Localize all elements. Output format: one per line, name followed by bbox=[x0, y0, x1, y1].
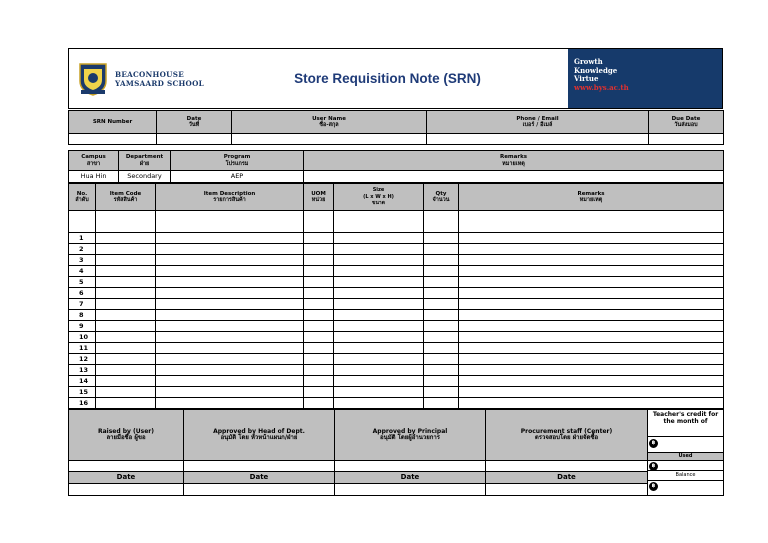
cell[interactable] bbox=[156, 288, 304, 299]
cell[interactable] bbox=[334, 277, 424, 288]
cell[interactable] bbox=[96, 255, 156, 266]
cell[interactable] bbox=[334, 255, 424, 266]
motto-virtue: Virtue bbox=[574, 74, 599, 83]
cell[interactable] bbox=[334, 343, 424, 354]
cell[interactable] bbox=[304, 365, 334, 376]
cell[interactable] bbox=[96, 288, 156, 299]
cell[interactable] bbox=[96, 387, 156, 398]
cell[interactable] bbox=[459, 365, 724, 376]
cell[interactable] bbox=[304, 387, 334, 398]
cell[interactable] bbox=[459, 277, 724, 288]
teacher-credit-box bbox=[648, 410, 724, 496]
cell[interactable] bbox=[459, 244, 724, 255]
remarks-field[interactable] bbox=[304, 171, 724, 183]
date-field[interactable] bbox=[335, 484, 486, 496]
cell[interactable] bbox=[424, 299, 459, 310]
user-name-label: User Name ชื่อ-สกุล bbox=[232, 111, 427, 134]
due-date-label: Due Date วันส่งมอบ bbox=[649, 111, 724, 134]
cell[interactable] bbox=[424, 211, 459, 233]
date-label: Date bbox=[69, 472, 184, 484]
cell[interactable] bbox=[334, 354, 424, 365]
cell[interactable] bbox=[459, 376, 724, 387]
date-label: Date bbox=[335, 472, 486, 484]
cell[interactable] bbox=[459, 332, 724, 343]
cell[interactable] bbox=[459, 299, 724, 310]
cell[interactable] bbox=[459, 288, 724, 299]
table-row bbox=[69, 332, 724, 343]
cell[interactable] bbox=[96, 365, 156, 376]
cell[interactable] bbox=[459, 343, 724, 354]
head-sign[interactable] bbox=[184, 461, 335, 472]
phone-email-label: Phone / Email เบอร์ / อีเมล์ bbox=[427, 111, 649, 134]
cell[interactable] bbox=[304, 310, 334, 321]
baht-icon: ฿ bbox=[649, 439, 658, 448]
school-url: www.bys.ac.th bbox=[574, 82, 629, 92]
user-name-field[interactable] bbox=[232, 134, 427, 145]
cell[interactable] bbox=[156, 310, 304, 321]
cell[interactable] bbox=[304, 233, 334, 244]
date-field[interactable] bbox=[184, 484, 335, 496]
head-approval-label: Approved by Head of Dept. อนุมัติ โดย หัวหน้าแผนก/ฝ่าย bbox=[184, 410, 335, 461]
cell[interactable] bbox=[96, 277, 156, 288]
cell[interactable] bbox=[69, 211, 96, 233]
cell[interactable] bbox=[424, 387, 459, 398]
date-field[interactable] bbox=[69, 484, 184, 496]
cell[interactable] bbox=[156, 365, 304, 376]
balance-label: Balance bbox=[648, 470, 723, 480]
school-name-line1: BEACONHOUSE bbox=[115, 69, 184, 79]
cell[interactable] bbox=[334, 365, 424, 376]
row-number: 10 bbox=[69, 332, 96, 343]
cell[interactable] bbox=[304, 299, 334, 310]
cell[interactable] bbox=[156, 244, 304, 255]
cell[interactable] bbox=[334, 332, 424, 343]
cell[interactable] bbox=[424, 244, 459, 255]
table-row bbox=[69, 266, 724, 277]
program-value[interactable]: AEP bbox=[171, 171, 304, 183]
row-number: 9 bbox=[69, 321, 96, 332]
cell[interactable] bbox=[96, 266, 156, 277]
principal-sign[interactable] bbox=[335, 461, 486, 472]
form-title: Store Requisition Note (SRN) bbox=[294, 71, 481, 86]
cell[interactable] bbox=[334, 299, 424, 310]
cell[interactable] bbox=[304, 376, 334, 387]
cell[interactable] bbox=[424, 310, 459, 321]
cell[interactable] bbox=[304, 255, 334, 266]
table-row bbox=[69, 244, 724, 255]
srn-number-label: SRN Number bbox=[69, 111, 157, 134]
row-number: 16 bbox=[69, 398, 96, 409]
cell[interactable] bbox=[96, 343, 156, 354]
cell[interactable] bbox=[156, 277, 304, 288]
program-label: Program โปรแกรม bbox=[171, 151, 304, 171]
procurement-label: Procurement staff (Center) ตรวจสอบโดย ฝ่ายจัดซื้อ bbox=[486, 410, 648, 461]
table-row bbox=[69, 299, 724, 310]
table-row bbox=[69, 288, 724, 299]
col-item-code: Item Code รหัสสินค้า bbox=[96, 184, 156, 211]
row-number: 1 bbox=[69, 233, 96, 244]
items-table bbox=[68, 183, 724, 409]
cell[interactable] bbox=[334, 310, 424, 321]
date-field[interactable] bbox=[157, 134, 232, 145]
table-row bbox=[69, 211, 724, 233]
used-label: Used bbox=[648, 452, 723, 460]
raised-by-sign[interactable] bbox=[69, 461, 184, 472]
cell[interactable] bbox=[334, 387, 424, 398]
cell[interactable] bbox=[424, 277, 459, 288]
cell[interactable] bbox=[96, 233, 156, 244]
due-date-field[interactable] bbox=[649, 134, 724, 145]
campus-table bbox=[68, 150, 724, 183]
cell[interactable] bbox=[96, 211, 156, 233]
cell[interactable] bbox=[424, 255, 459, 266]
cell[interactable] bbox=[96, 321, 156, 332]
row-number: 11 bbox=[69, 343, 96, 354]
cell[interactable] bbox=[424, 288, 459, 299]
row-number: 13 bbox=[69, 365, 96, 376]
cell[interactable] bbox=[459, 255, 724, 266]
cell[interactable] bbox=[459, 310, 724, 321]
cell[interactable] bbox=[459, 321, 724, 332]
motto-knowledge: Knowledge bbox=[574, 65, 618, 75]
cell[interactable] bbox=[304, 332, 334, 343]
motto-growth: Growth bbox=[574, 57, 603, 66]
department-label: Department ฝ่าย bbox=[119, 151, 171, 171]
cell[interactable] bbox=[96, 332, 156, 343]
cell[interactable] bbox=[304, 321, 334, 332]
form-header bbox=[68, 48, 723, 109]
cell[interactable] bbox=[304, 266, 334, 277]
cell[interactable] bbox=[156, 332, 304, 343]
cell[interactable] bbox=[424, 233, 459, 244]
cell[interactable] bbox=[334, 211, 424, 233]
col-uom: UOM หน่วย bbox=[304, 184, 334, 211]
col-remarks: Remarks หมายเหตุ bbox=[459, 184, 724, 211]
date-label: Date bbox=[486, 472, 648, 484]
col-size: Size (L x W x H) ขนาด bbox=[334, 184, 424, 211]
cell[interactable] bbox=[304, 277, 334, 288]
srn-number-field[interactable] bbox=[69, 134, 157, 145]
cell[interactable] bbox=[156, 398, 304, 409]
row-number: 12 bbox=[69, 354, 96, 365]
baht-icon: ฿ bbox=[649, 482, 658, 491]
cell[interactable] bbox=[156, 354, 304, 365]
cell[interactable] bbox=[459, 266, 724, 277]
row-number: 14 bbox=[69, 376, 96, 387]
cell[interactable] bbox=[424, 354, 459, 365]
cell[interactable] bbox=[424, 343, 459, 354]
cell[interactable] bbox=[334, 266, 424, 277]
school-name-line2: YAMSAARD SCHOOL bbox=[115, 78, 205, 88]
procurement-sign[interactable] bbox=[486, 461, 648, 472]
date-label: Date bbox=[184, 472, 335, 484]
phone-email-field[interactable] bbox=[427, 134, 649, 145]
school-logo bbox=[69, 49, 207, 108]
cell[interactable] bbox=[424, 266, 459, 277]
teacher-credit-label: Teacher's credit for the month of bbox=[652, 411, 719, 425]
cell[interactable] bbox=[304, 288, 334, 299]
table-row bbox=[69, 310, 724, 321]
table-row bbox=[69, 277, 724, 288]
cell[interactable] bbox=[304, 244, 334, 255]
cell[interactable] bbox=[459, 233, 724, 244]
table-row bbox=[69, 233, 724, 244]
row-number: 7 bbox=[69, 299, 96, 310]
cell[interactable] bbox=[156, 376, 304, 387]
cell[interactable] bbox=[156, 266, 304, 277]
table-row bbox=[69, 343, 724, 354]
cell[interactable] bbox=[156, 233, 304, 244]
cell[interactable] bbox=[96, 354, 156, 365]
table-row bbox=[69, 354, 724, 365]
cell[interactable] bbox=[334, 376, 424, 387]
cell[interactable] bbox=[96, 398, 156, 409]
cell[interactable] bbox=[156, 387, 304, 398]
date-label: Date วันที่ bbox=[157, 111, 232, 134]
cell[interactable] bbox=[459, 354, 724, 365]
cell[interactable] bbox=[156, 343, 304, 354]
cell[interactable] bbox=[424, 332, 459, 343]
cell[interactable] bbox=[156, 299, 304, 310]
info-table bbox=[68, 110, 724, 145]
raised-by-label: Raised by (User) ลายมือชื่อ ผู้ขอ bbox=[69, 410, 184, 461]
cell[interactable] bbox=[96, 376, 156, 387]
srn-form bbox=[68, 48, 723, 496]
row-number: 2 bbox=[69, 244, 96, 255]
date-field[interactable] bbox=[486, 484, 648, 496]
cell[interactable] bbox=[424, 321, 459, 332]
cell[interactable] bbox=[334, 244, 424, 255]
signature-table bbox=[68, 409, 724, 496]
cell[interactable] bbox=[459, 387, 724, 398]
cell[interactable] bbox=[156, 211, 304, 233]
cell[interactable] bbox=[156, 255, 304, 266]
col-no: No. ลำดับ bbox=[69, 184, 96, 211]
cell[interactable] bbox=[334, 288, 424, 299]
cell[interactable] bbox=[334, 233, 424, 244]
cell[interactable] bbox=[459, 211, 724, 233]
row-number: 3 bbox=[69, 255, 96, 266]
department-value[interactable]: Secondary bbox=[119, 171, 171, 183]
table-row bbox=[69, 387, 724, 398]
table-row bbox=[69, 398, 724, 409]
remarks-label: Remarks หมายเหตุ bbox=[304, 151, 724, 171]
baht-icon: ฿ bbox=[649, 462, 658, 471]
row-number: 5 bbox=[69, 277, 96, 288]
cell[interactable] bbox=[304, 354, 334, 365]
campus-value[interactable]: Hua Hin bbox=[69, 171, 119, 183]
table-row bbox=[69, 255, 724, 266]
cell[interactable] bbox=[459, 398, 724, 409]
cell[interactable] bbox=[96, 244, 156, 255]
cell[interactable] bbox=[424, 376, 459, 387]
cell[interactable] bbox=[96, 299, 156, 310]
table-row bbox=[69, 321, 724, 332]
cell[interactable] bbox=[304, 343, 334, 354]
row-number: 15 bbox=[69, 387, 96, 398]
col-qty: Qty จำนวน bbox=[424, 184, 459, 211]
cell[interactable] bbox=[424, 365, 459, 376]
campus-label: Campus สาขา bbox=[69, 151, 119, 171]
cell[interactable] bbox=[334, 398, 424, 409]
cell[interactable] bbox=[156, 321, 304, 332]
table-row bbox=[69, 376, 724, 387]
cell[interactable] bbox=[334, 321, 424, 332]
table-row bbox=[69, 365, 724, 376]
cell[interactable] bbox=[304, 398, 334, 409]
principal-approval-label: Approved by Principal อนุมัติ โดยผู้อำนวยการ bbox=[335, 410, 486, 461]
row-number: 6 bbox=[69, 288, 96, 299]
row-number: 4 bbox=[69, 266, 96, 277]
motto-block bbox=[568, 49, 722, 108]
cell[interactable] bbox=[424, 398, 459, 409]
col-item-description: Item Description รายการสินค้า bbox=[156, 184, 304, 211]
row-number: 8 bbox=[69, 310, 96, 321]
cell[interactable] bbox=[96, 310, 156, 321]
crest-icon bbox=[77, 61, 109, 97]
cell[interactable] bbox=[304, 211, 334, 233]
